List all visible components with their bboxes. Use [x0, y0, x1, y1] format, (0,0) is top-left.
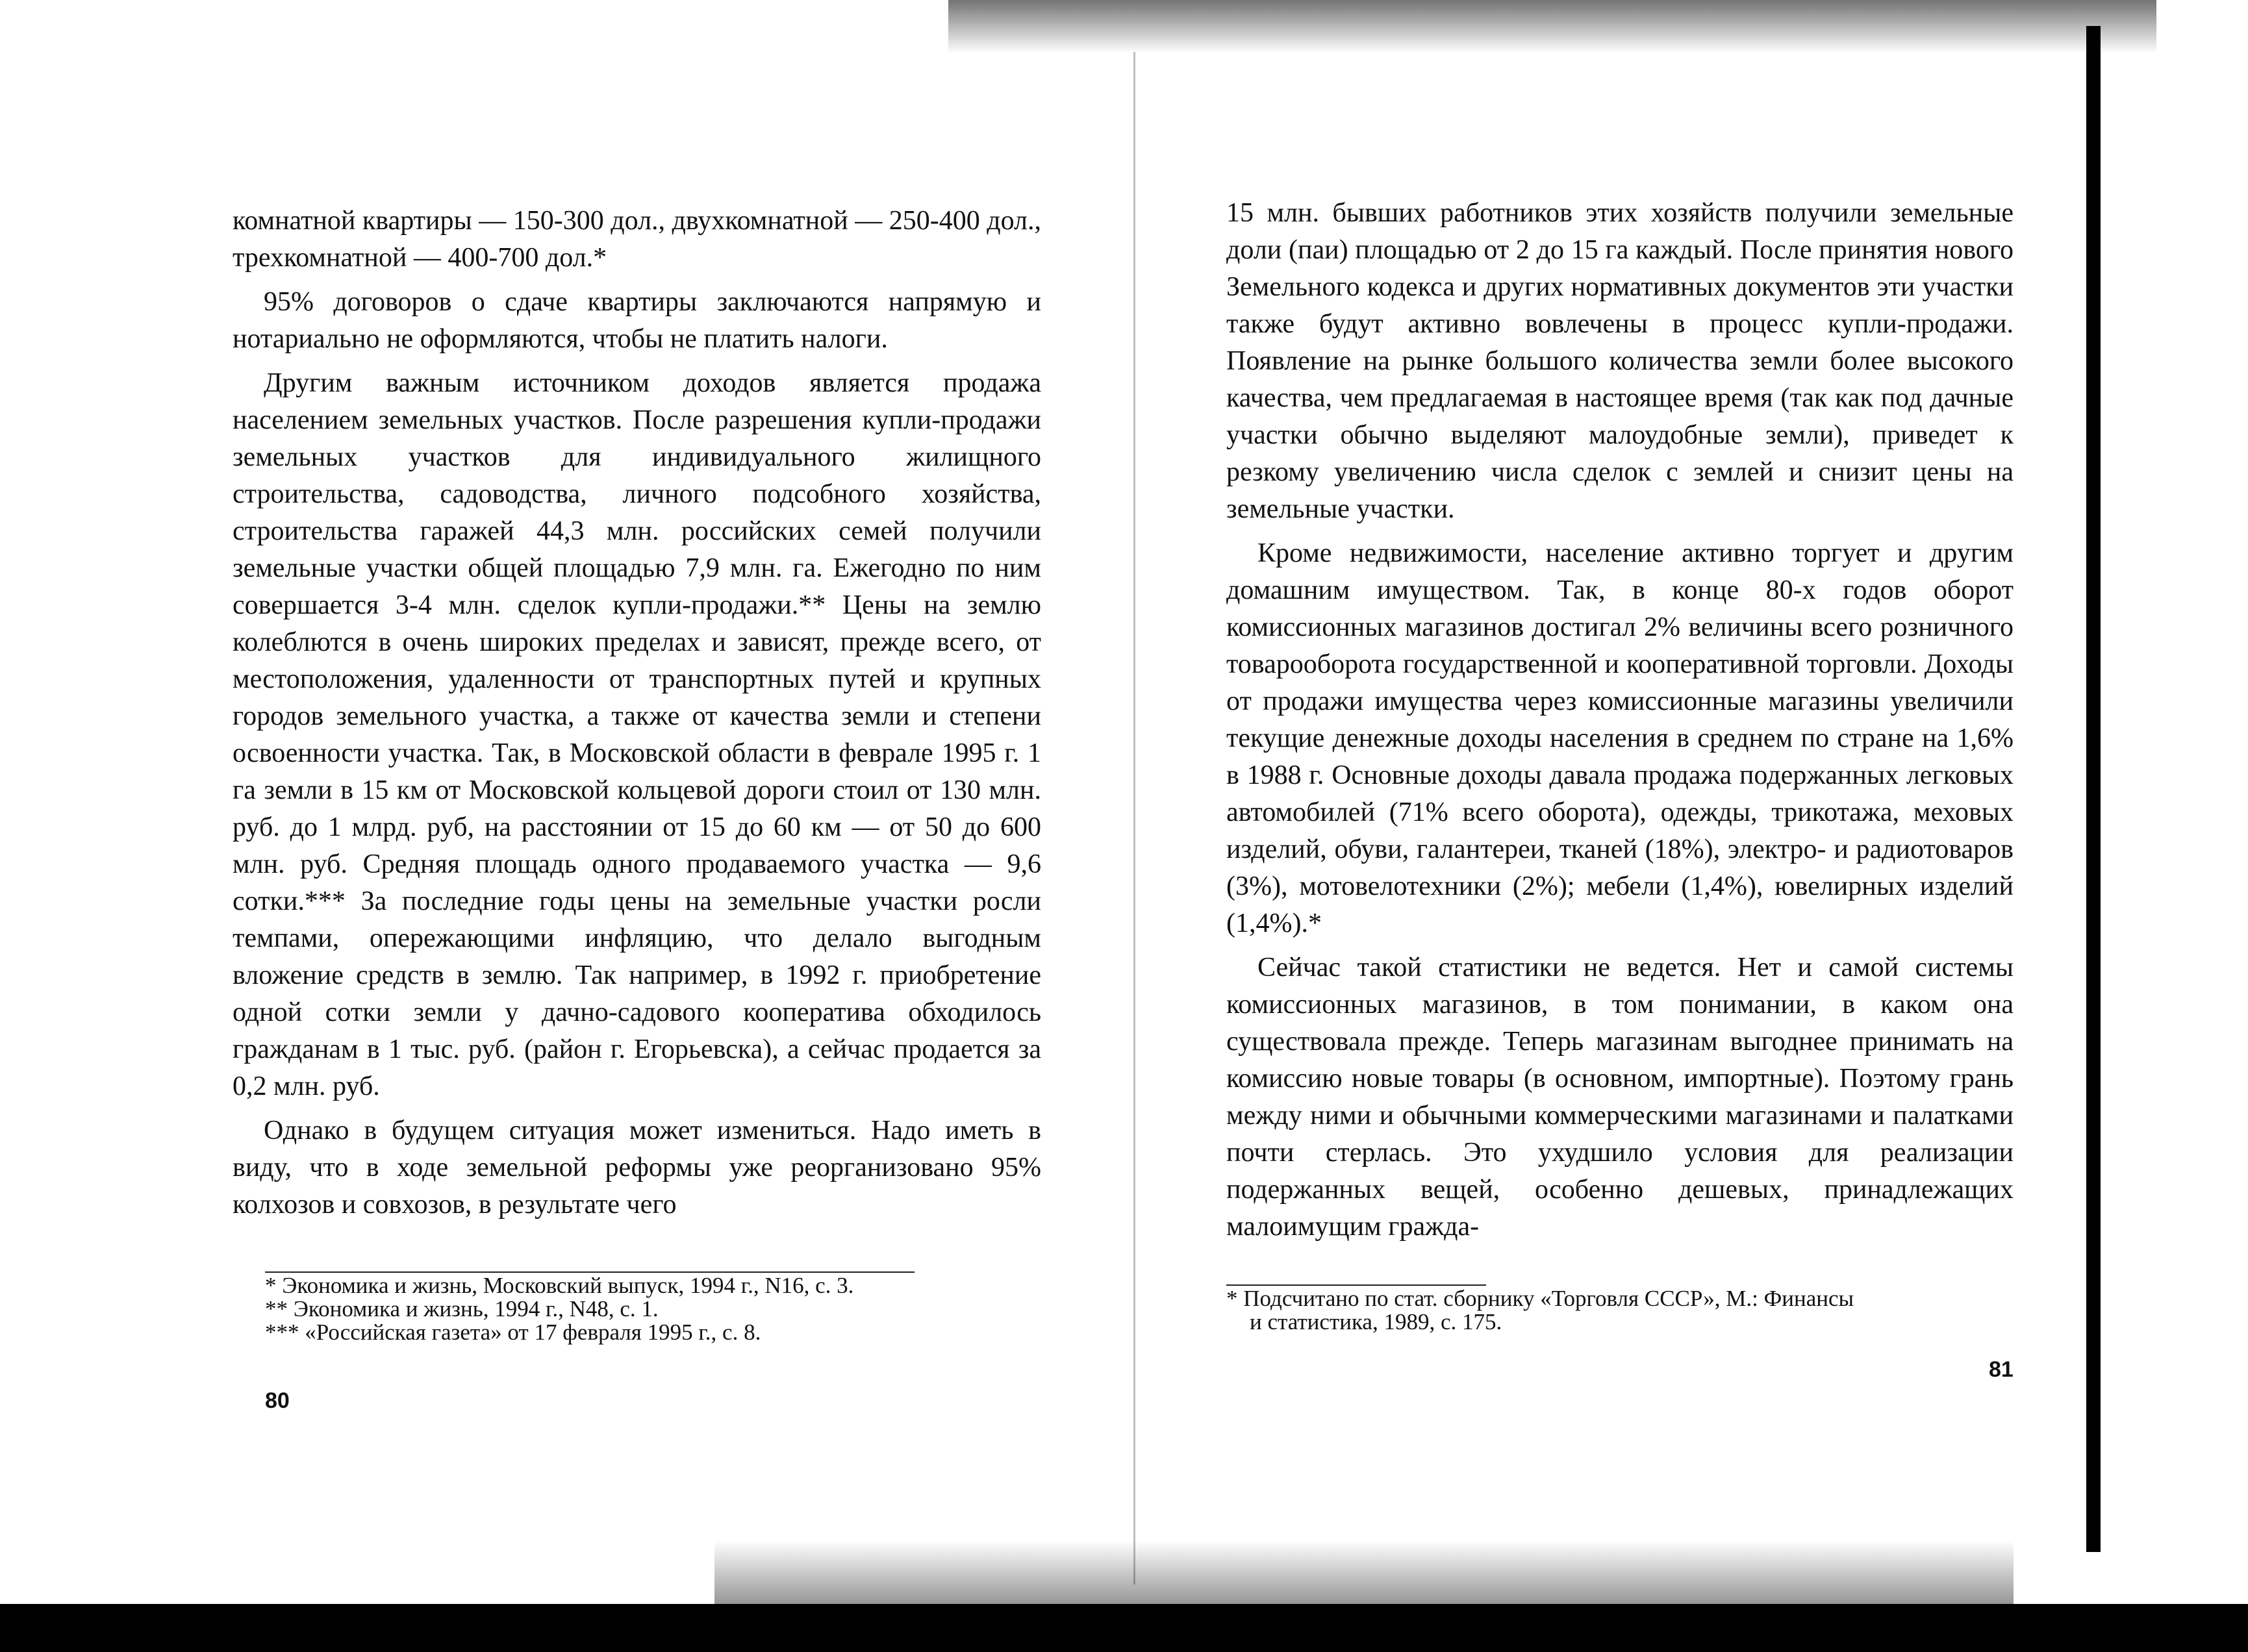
footnote-continuation: и статистика, 1989, с. 175. — [1250, 1309, 1502, 1334]
footnote: * Подсчитано по стат. сборнику «Торговля СССР», М.: Финансы — [1226, 1286, 1854, 1311]
page-number: 81 — [1989, 1357, 2014, 1382]
paragraph: Однако в будущем ситуация может измениться. Надо иметь в виду, что в ходе земельной реформы уже реорганизовано 95% колхозов и совхозов, в результате чего — [233, 1116, 1041, 1220]
paragraph: 95% договоров о сдаче квартиры заключаются напрямую и нотариально не оформляются, чтобы не платить налоги. — [233, 287, 1041, 354]
left-footnotes — [265, 1274, 1044, 1344]
right-footnotes — [1226, 1287, 2014, 1334]
paragraph: Сейчас такой статистики не ведется. Нет и самой системы комиссионных магазинов, в том понимании, в каком она существовала прежде. Теперь магазинам выгоднее принимать на комиссию новые товары (в основном, импортные). Поэтому грань между ними и обычными коммерческими магазинами и палатками почти стерлась. Это ухудшило условия для реализации подержанных вещей, особенно дешевых, принадлежащих малоимущим гражда- — [1226, 953, 2014, 1242]
footnote: * Экономика и жизнь, Московский выпуск, 1994 г., N16, с. 3. — [265, 1273, 854, 1298]
paragraph: 15 млн. бывших работников этих хозяйств получили земельные доли (паи) площадью от 2 до 15 га каждый. После принятия нового Земельного кодекса и других нормативных документов эти участки также будут активно вовлечены в процесс купли-продажи. Появление на рынке большого количества земли более высокого качества, чем предлагаемая в настоящее время (так как под дачные участки обычно выделяют малоудобные земли), приведет к резкому увеличению числа сделок с землей и снизит цены на земельные участки. — [1226, 198, 2014, 524]
paragraph: Другим важным источником доходов является продажа населением земельных участков. После разрешения купли-продажи земельных участков для индивидуального жилищного строительства, садоводства, личного подсобного хозяйства, строительства гаражей 44,3 млн. российских семей получили земельные участки общей площадью 7,9 млн. га. Ежегодно по ним совершается 3-4 млн. сделок купли-продажи.** Цены на землю колеблются в очень широких пределах и зависят, прежде всего, от местоположения, удаленности от транспортных путей и крупных городов земельного участка, а также от качества земли и степени освоенности участка. Так, в Московской области в феврале 1995 г. 1 га земли в 15 км от Московской кольцевой дороги стоил от 130 млн. руб. до 1 млрд. руб, на расстоянии от 15 до 60 км — от 50 до 600 млн. руб. Средняя площадь одного продаваемого участка — 9,6 сотки.*** За последние годы цены на земельные участки росли темпами, опережающими инфляцию, что делало выгодным вложение средств в землю. Так например, в 1992 г. приобретение одной сотки земли у дачно-садового кооператива обходилось гражданам в 1 тыс. руб. (район г. Егорьевска), а сейчас продается за 0,2 млн. руб. — [233, 368, 1041, 1101]
right-page-body — [1226, 195, 2014, 1253]
footnote: ** Экономика и жизнь, 1994 г., N48, с. 1. — [265, 1296, 659, 1321]
paragraph: комнатной квартиры — 150-300 дол., двухкомнатной — 250-400 дол., трехкомнатной — 400-700 дол.* — [233, 206, 1041, 273]
page-number: 80 — [265, 1388, 290, 1413]
left-page-body — [233, 203, 1041, 1231]
paragraph: Кроме недвижимости, население активно торгует и другим домашним имуществом. Так, в конце 80-х годов оборот комиссионных магазинов достигал 2% величины всего розничного товарооборота государственной и кооперативной торговли. Доходы от продажи имущества через комиссионные магазины увеличили текущие денежные доходы населения в среднем по стране на 1,6% в 1988 г. Основные доходы давала продажа подержанных легковых автомобилей (71% всего оборота), одежды, трикотажа, меховых изделий, обуви, галантереи, тканей (18%), электро- и радиотоваров (3%), мотовелотехники (2%); мебели (1,4%), ювелирных изделий (1,4%).* — [1226, 538, 2014, 938]
footnote: *** «Российская газета» от 17 февраля 1995 г., с. 8. — [265, 1320, 761, 1345]
